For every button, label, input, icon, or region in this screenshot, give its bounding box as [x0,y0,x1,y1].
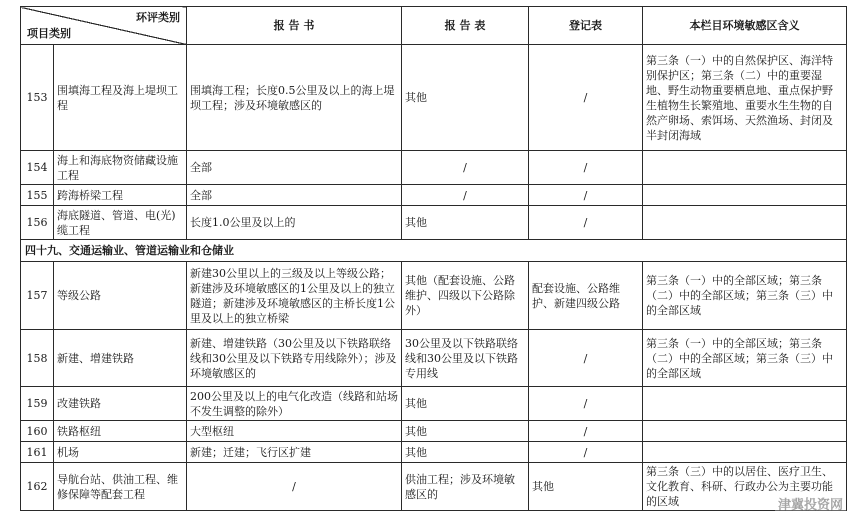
table-header-row [21,7,847,45]
row-project-name: 等级公路 [54,262,187,330]
diagonal-header-cell [21,7,187,45]
row-register: 其他 [529,463,643,511]
row-project-name: 跨海桥梁工程 [54,185,187,206]
table-row [21,387,847,421]
row-report-table: 其他 [402,442,529,463]
row-report-table: 其他 [402,45,529,151]
row-number: 154 [21,151,54,185]
row-project-name: 改建铁路 [54,387,187,421]
row-number: 158 [21,330,54,387]
row-register: / [529,421,643,442]
row-register: / [529,151,643,185]
row-number: 160 [21,421,54,442]
table-row [21,330,847,387]
row-register: / [529,206,643,240]
row-report-book: 长度1.0公里及以上的 [187,206,402,240]
header-assessment-category: 环评类别 [136,11,180,24]
row-number: 161 [21,442,54,463]
row-number: 156 [21,206,54,240]
row-report-table: 30公里及以下铁路联络线和30公里及以下铁路专用线 [402,330,529,387]
table-row [21,442,847,463]
row-report-book: / [187,463,402,511]
header-sensitive-area: 本栏目环境敏感区含义 [643,7,847,45]
row-sensitive-area: 第三条（一）中的全部区域；第三条（二）中的全部区域；第三条（三）中的全部区域 [643,262,847,330]
row-project-name: 新建、增建铁路 [54,330,187,387]
row-report-book: 围填海工程；长度0.5公里及以上的海上堤坝工程；涉及环境敏感区的 [187,45,402,151]
row-project-name: 海底隧道、管道、电(光)缆工程 [54,206,187,240]
row-report-book: 全部 [187,185,402,206]
header-register-form: 登记表 [529,7,643,45]
row-register: / [529,330,643,387]
row-project-name: 导航台站、供油工程、维修保障等配套工程 [54,463,187,511]
row-project-name: 机场 [54,442,187,463]
row-register: / [529,442,643,463]
row-report-table: / [402,151,529,185]
row-report-book: 全部 [187,151,402,185]
row-number: 155 [21,185,54,206]
row-report-table: 其他 [402,387,529,421]
row-number: 157 [21,262,54,330]
row-sensitive-area: 第三条（一）中的自然保护区、海洋特别保护区；第三条（二）中的重要湿地、野生动物重要栖息地、重点保护野生植物生长繁殖地、重要水生生物的自然产卵场、索饵场、天然渔场、封闭及半封闭海域 [643,45,847,151]
row-report-book: 新建；迁建；飞行区扩建 [187,442,402,463]
row-report-table: 其他 [402,206,529,240]
row-sensitive-area [643,206,847,240]
environmental-assessment-table [20,6,847,511]
header-report-book: 报 告 书 [187,7,402,45]
row-number: 162 [21,463,54,511]
row-project-name: 海上和海底物资储藏设施工程 [54,151,187,185]
watermark: 津冀投资网 [775,493,846,514]
row-report-table: 其他 [402,421,529,442]
row-sensitive-area: 第三条（三）中的以居住、医疗卫生、文化教育、科研、行政办公为主要功能的区域 [643,463,847,511]
table-row [21,206,847,240]
row-sensitive-area: 第三条（一）中的全部区域；第三条（二）中的全部区域；第三条（三）中的全部区域 [643,330,847,387]
row-report-book: 新建30公里以上的三级及以上等级公路；新建涉及环境敏感区的1公里及以上的独立隧道；新建涉及环境敏感区的主桥长度1公里及以上的独立桥梁 [187,262,402,330]
section-row [21,240,847,262]
row-project-name: 铁路枢纽 [54,421,187,442]
row-report-table: / [402,185,529,206]
table-row [21,151,847,185]
regulation-table-container [20,6,846,511]
row-report-book: 大型枢纽 [187,421,402,442]
row-report-book: 新建、增建铁路（30公里及以下铁路联络线和30公里及以下铁路专用线除外）；涉及环境敏感区的 [187,330,402,387]
row-register: / [529,45,643,151]
row-report-table: 供油工程；涉及环境敏感区的 [402,463,529,511]
row-sensitive-area [643,151,847,185]
table-row [21,185,847,206]
row-register: / [529,185,643,206]
row-report-table: 其他（配套设施、公路维护、四级以下公路除外） [402,262,529,330]
row-sensitive-area [643,387,847,421]
header-report-table: 报 告 表 [402,7,529,45]
row-sensitive-area [643,442,847,463]
table-row [21,463,847,511]
row-report-book: 200公里及以上的电气化改造（线路和站场不发生调整的除外） [187,387,402,421]
table-row [21,262,847,330]
row-register: / [529,387,643,421]
table-row [21,45,847,151]
row-number: 159 [21,387,54,421]
row-project-name: 围填海工程及海上堤坝工程 [54,45,187,151]
row-register: 配套设施、公路维护、新建四级公路 [529,262,643,330]
header-project-category: 项目类别 [27,27,71,40]
table-row [21,421,847,442]
row-sensitive-area [643,421,847,442]
row-sensitive-area [643,185,847,206]
section-title: 四十九、交通运输业、管道运输业和仓储业 [21,240,847,262]
row-number: 153 [21,45,54,151]
